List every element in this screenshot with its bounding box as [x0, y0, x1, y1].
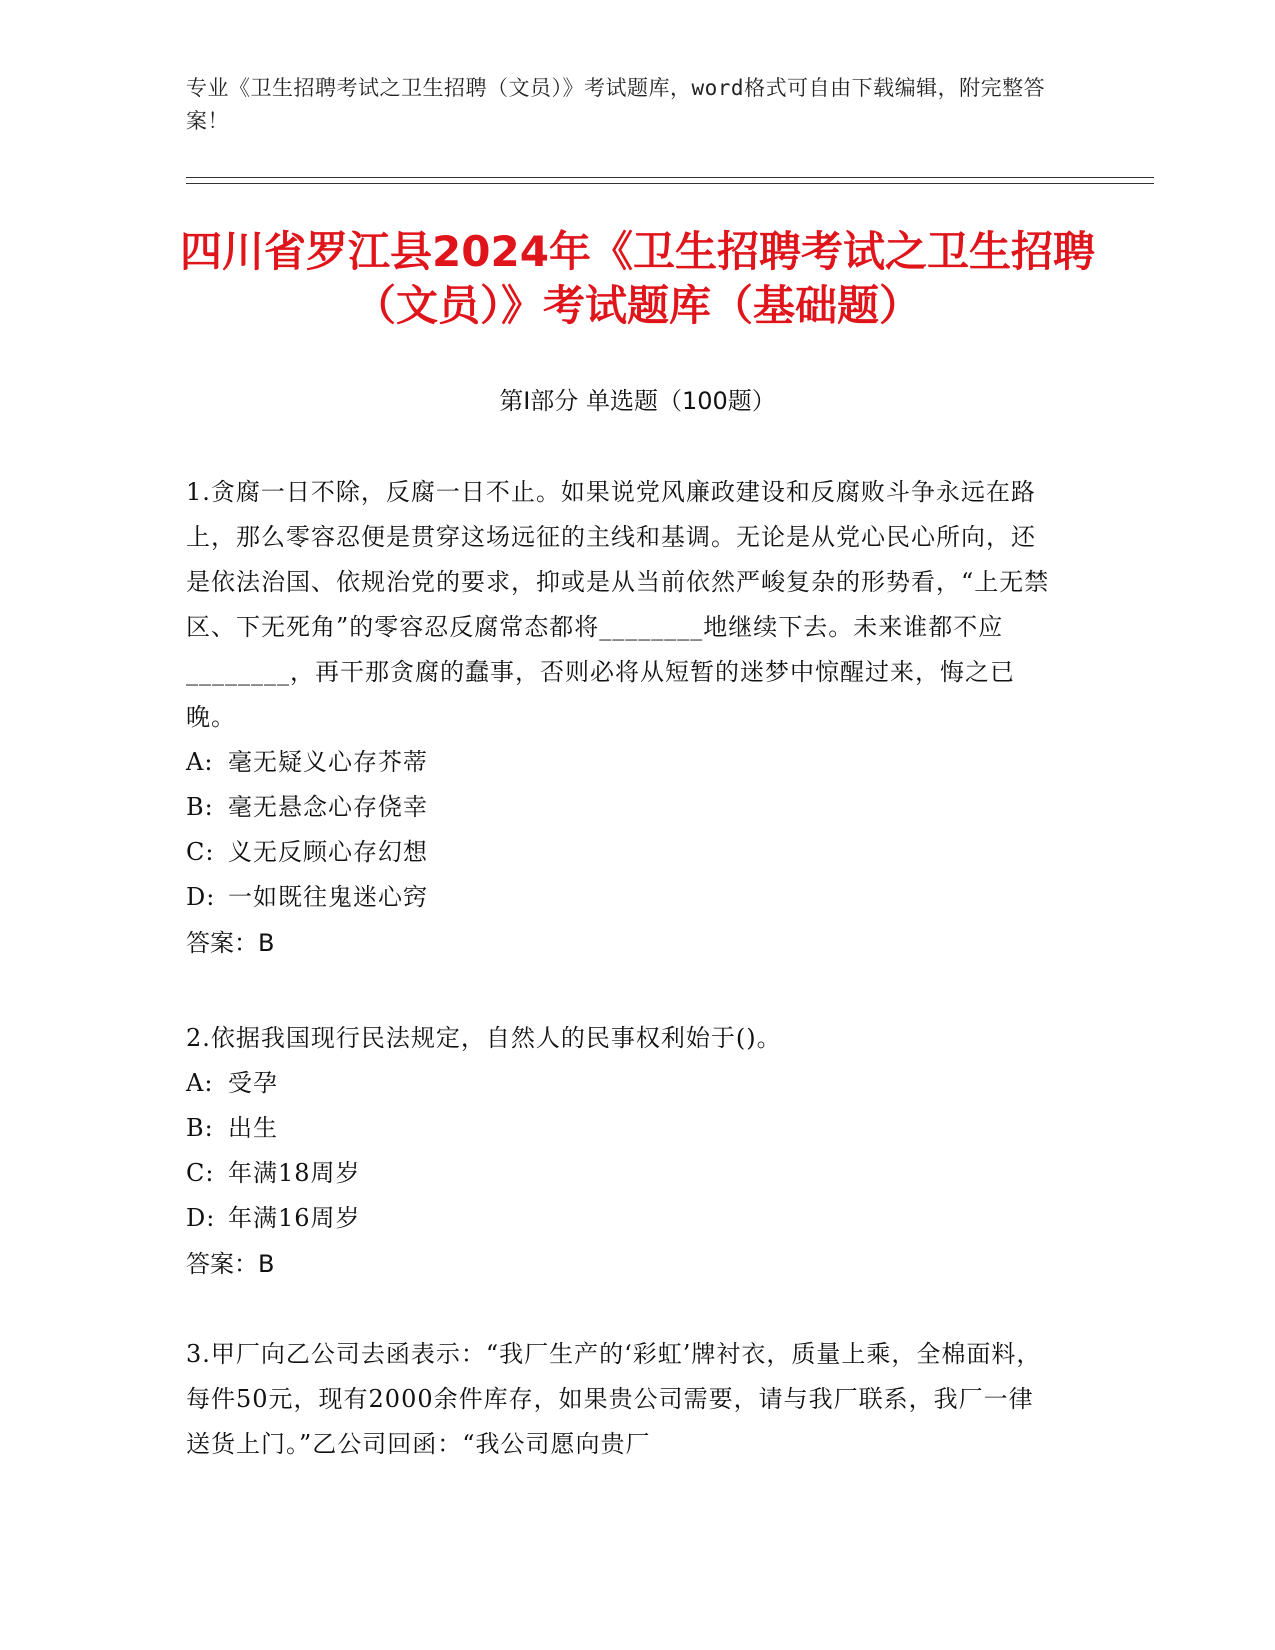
answer: 答案：B: [186, 1250, 275, 1278]
option-text: 出生: [228, 1114, 278, 1142]
option-text: 年满18周岁: [228, 1159, 361, 1187]
option-b: [186, 1106, 1056, 1151]
question-text: 1.贪腐一日不除，反腐一日不止。如果说党风廉政建设和反腐败斗争永远在路上，那么零容忍便是贯穿这场远征的主线和基调。无论是从党心民心所向，还是依法治国、依规治党的要求，抑或是从当前依然严峻复杂的形势看，“上无禁区、下无死角”的零容忍反腐常态都将________地继续下去。未来谁都不应________，再干那贪腐的蠢事，否则必将从短暂的迷梦中惊醒过来，悔之已晚。: [186, 478, 1050, 731]
question-text: 3.甲厂向乙公司去函表示：“我厂生产的‘彩虹’牌衬衣，质量上乘，全棉面料，每件50元，现有2000余件库存，如果贵公司需要，请与我厂联系，我厂一律送货上门。”乙公司回函：“我公司愿向贵厂: [186, 1340, 1042, 1458]
header-note: 专业《卫生招聘考试之卫生招聘（文员）》考试题库，word格式可自由下载编辑，附完整答案！: [186, 76, 1046, 133]
answer: 答案：B: [186, 929, 275, 957]
option-b: [186, 785, 1056, 830]
question-2: [186, 1016, 1056, 1287]
option-label: A:: [186, 1069, 214, 1097]
document-title: 四川省罗江县2024年《卫生招聘考试之卫生招聘（文员）》考试题库（基础题）: [180, 227, 1095, 330]
option-label: D:: [186, 883, 216, 911]
option-d: [186, 875, 1056, 920]
option-label: C:: [186, 1159, 215, 1187]
section-heading: 第Ⅰ部分 单选题（100题）: [499, 387, 776, 415]
option-text: 毫无悬念心存侥幸: [228, 793, 428, 821]
option-text: 一如既往鬼迷心窍: [228, 883, 428, 911]
option-a: [186, 1061, 1056, 1106]
option-label: A:: [186, 748, 214, 776]
question-text: 2.依据我国现行民法规定，自然人的民事权利始于()。: [186, 1024, 782, 1052]
option-label: D:: [186, 1204, 216, 1232]
option-d: [186, 1196, 1056, 1241]
header-divider-secondary: [186, 183, 1154, 184]
option-c: [186, 1151, 1056, 1196]
option-a: [186, 740, 1056, 785]
option-label: B:: [186, 793, 214, 821]
option-text: 受孕: [228, 1069, 278, 1097]
option-text: 年满16周岁: [228, 1204, 361, 1232]
option-c: [186, 830, 1056, 875]
question-1: [186, 470, 1056, 966]
option-text: 毫无疑义心存芥蒂: [228, 748, 428, 776]
option-label: C:: [186, 838, 215, 866]
question-3: [186, 1332, 1056, 1467]
option-label: B:: [186, 1114, 214, 1142]
option-text: 义无反顾心存幻想: [228, 838, 428, 866]
header-divider: [186, 177, 1154, 178]
